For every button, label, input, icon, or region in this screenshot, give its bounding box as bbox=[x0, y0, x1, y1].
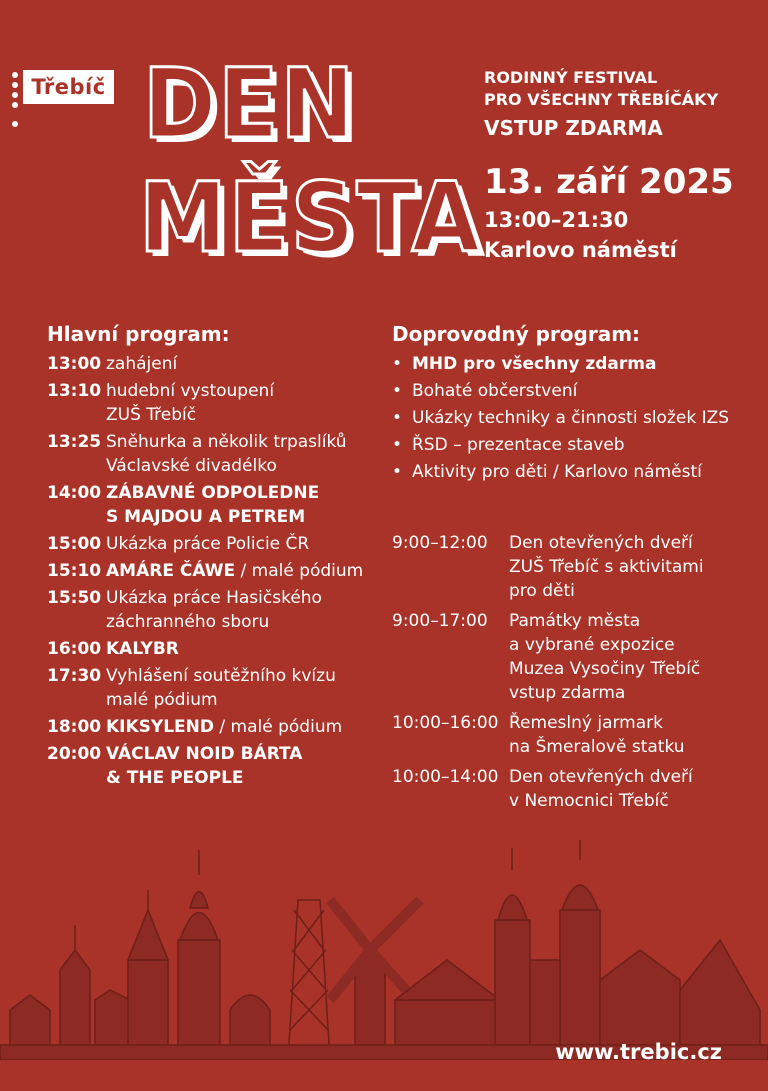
program-text: Ukázka práce Hasičského záchranného sboru bbox=[106, 588, 322, 632]
program-row bbox=[47, 664, 392, 712]
side-schedule-row bbox=[392, 765, 742, 813]
program-time: 14:00 bbox=[47, 483, 102, 503]
side-bullet-item bbox=[392, 379, 742, 403]
program-time: 15:10 bbox=[47, 561, 102, 581]
side-bullet-item bbox=[392, 460, 742, 484]
side-schedule-row bbox=[392, 609, 742, 705]
program-act-name: ZÁBAVNÉ ODPOLEDNE S MAJDOU A PETREM bbox=[106, 483, 320, 527]
side-schedule-text: Památky města a vybrané expozice Muzea Vysočiny Třebíč vstup zdarma bbox=[509, 611, 701, 703]
side-schedule-text: Den otevřených dveří v Nemocnici Třebíč bbox=[509, 767, 693, 811]
side-bullet-text: Ukázky techniky a činnosti složek IZS bbox=[412, 408, 730, 428]
program-row bbox=[47, 352, 392, 376]
program-row bbox=[47, 637, 392, 661]
tagline-2: PRO VŠECHNY TŘEBÍČÁKY bbox=[484, 90, 719, 109]
program-row bbox=[47, 559, 392, 583]
program-text: / malé pódium bbox=[235, 561, 364, 581]
event-date: 13. září 2025 bbox=[484, 162, 734, 202]
side-program-schedule bbox=[392, 531, 742, 819]
side-bullet-item bbox=[392, 352, 742, 376]
program-act-name: VÁCLAV NOID BÁRTA & THE PEOPLE bbox=[106, 744, 303, 788]
program-time: 15:50 bbox=[47, 588, 102, 608]
bullet-icon: • bbox=[392, 435, 403, 455]
side-bullet-item bbox=[392, 433, 742, 457]
website-url: www.trebic.cz bbox=[555, 1040, 722, 1064]
program-description bbox=[106, 559, 392, 583]
program-text: Ukázka práce Policie ČR bbox=[106, 534, 310, 554]
program-description bbox=[106, 742, 392, 790]
side-bullet-item bbox=[392, 406, 742, 430]
side-schedule-row bbox=[392, 531, 742, 603]
program-row bbox=[47, 481, 392, 529]
program-row bbox=[47, 430, 392, 478]
program-row bbox=[47, 715, 392, 739]
logo-text: Třebíč bbox=[23, 70, 114, 104]
city-logo bbox=[8, 70, 106, 108]
side-schedule-time: 9:00–12:00 bbox=[392, 533, 488, 553]
program-text: zahájení bbox=[106, 354, 178, 374]
program-description bbox=[106, 430, 392, 478]
side-schedule-text: Den otevřených dveří ZUŠ Třebíč s aktivitami pro děti bbox=[509, 533, 704, 601]
side-bullet-text: Aktivity pro děti / Karlovo náměstí bbox=[412, 462, 702, 482]
program-row bbox=[47, 742, 392, 790]
city-skyline-illustration bbox=[0, 830, 768, 1060]
side-schedule-text: Řemeslný jarmark na Šmeralově statku bbox=[509, 713, 685, 757]
side-schedule-row bbox=[392, 711, 742, 759]
title-line-2: MĚSTA bbox=[139, 162, 482, 274]
program-time: 16:00 bbox=[47, 639, 102, 659]
program-time: 13:10 bbox=[47, 381, 102, 401]
program-time: 17:30 bbox=[47, 666, 102, 686]
program-act-name: AMÁRE ČÁWE bbox=[106, 561, 236, 581]
side-bullet-text: Bohaté občerstvení bbox=[412, 381, 578, 401]
program-text: Sněhurka a několik trpaslíků Václavské divadélko bbox=[106, 432, 347, 476]
event-place: Karlovo náměstí bbox=[484, 238, 677, 262]
program-description bbox=[106, 379, 392, 427]
main-program-heading: Hlavní program: bbox=[47, 322, 230, 346]
side-program-heading: Doprovodný program: bbox=[392, 322, 641, 346]
program-act-name: KALYBR bbox=[106, 639, 179, 659]
program-time: 13:00 bbox=[47, 354, 102, 374]
program-time: 20:00 bbox=[47, 744, 102, 764]
program-time: 13:25 bbox=[47, 432, 102, 452]
side-schedule-time: 10:00–16:00 bbox=[392, 713, 499, 733]
program-time: 15:00 bbox=[47, 534, 102, 554]
program-time: 18:00 bbox=[47, 717, 102, 737]
main-program-list bbox=[47, 352, 392, 793]
bullet-icon: • bbox=[392, 462, 403, 482]
program-description bbox=[106, 481, 392, 529]
side-bullet-text: MHD pro všechny zdarma bbox=[412, 354, 657, 374]
program-description bbox=[106, 586, 392, 634]
title-line-1: DEN bbox=[143, 48, 357, 160]
side-bullet-text: ŘSD – prezentace staveb bbox=[412, 435, 625, 455]
bullet-icon: • bbox=[392, 354, 403, 374]
tagline-3: VSTUP ZDARMA bbox=[484, 116, 663, 140]
bullet-icon: • bbox=[392, 408, 403, 428]
program-description bbox=[106, 664, 392, 712]
program-description bbox=[106, 532, 392, 556]
side-program-bullets bbox=[392, 352, 742, 487]
program-row bbox=[47, 379, 392, 427]
bullet-icon: • bbox=[392, 381, 403, 401]
side-schedule-time: 10:00–14:00 bbox=[392, 767, 499, 787]
program-row bbox=[47, 532, 392, 556]
program-description bbox=[106, 715, 392, 739]
event-time: 13:00–21:30 bbox=[484, 208, 629, 232]
program-text: Vyhlášení soutěžního kvízu malé pódium bbox=[106, 666, 336, 710]
program-description bbox=[106, 352, 392, 376]
program-row bbox=[47, 586, 392, 634]
side-schedule-time: 9:00–17:00 bbox=[392, 611, 488, 631]
program-text: hudební vystoupení ZUŠ Třebíč bbox=[106, 381, 275, 425]
program-text: / malé pódium bbox=[214, 717, 343, 737]
program-description bbox=[106, 637, 392, 661]
program-act-name: KIKSYLEND bbox=[106, 717, 215, 737]
tagline-1: RODINNÝ FESTIVAL bbox=[484, 68, 658, 87]
